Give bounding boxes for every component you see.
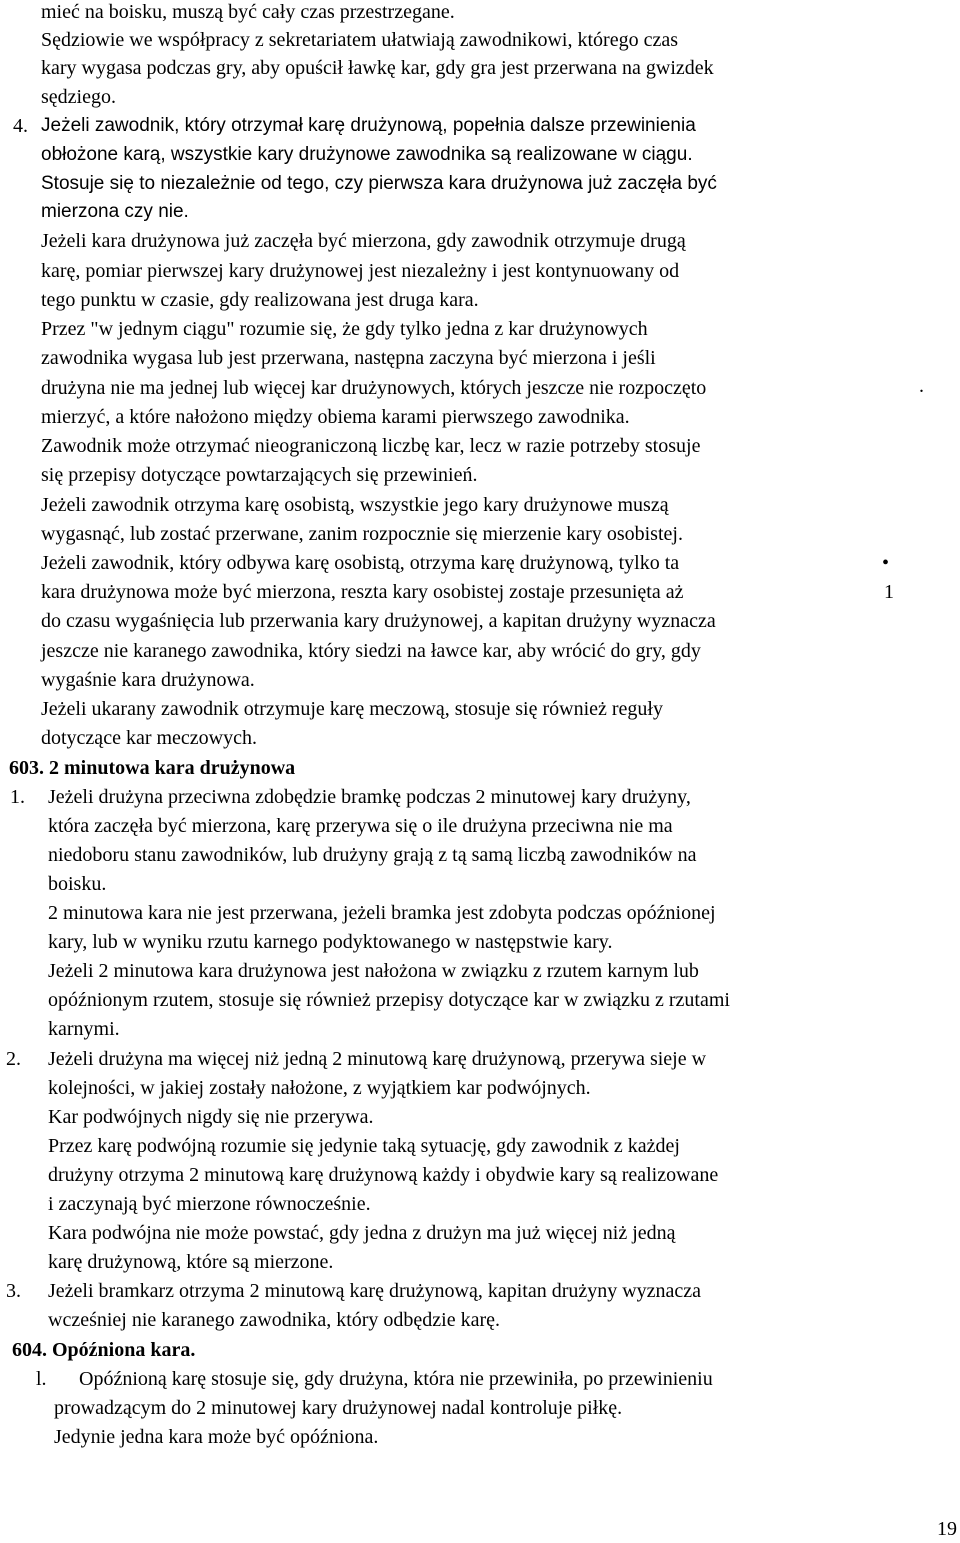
text-line: Jeżeli bramkarz otrzyma 2 minutową karę drużynową, kapitan drużyny wyznacza — [48, 1280, 702, 1302]
section-heading: 603. 2 minutowa kara drużynowa — [9, 757, 296, 779]
list-number: l. — [36, 1368, 47, 1390]
text-line: drużyna nie ma jednej lub więcej kar drużynowych, których jeszcze nie rozpoczęto — [41, 377, 707, 399]
list-number: 1. — [10, 786, 25, 808]
text-line: karę drużynową, które są mierzone. — [48, 1251, 334, 1273]
text-line: jeszcze nie karanego zawodnika, który siedzi na ławce kar, aby wrócić do gry, gdy — [41, 640, 701, 662]
text-line: Jeżeli 2 minutowa kara drużynowa jest nałożona w związku z rzutem karnym lub — [48, 960, 699, 982]
text-line: dotyczące kar meczowych. — [41, 727, 257, 749]
text-line: Zawodnik może otrzymać nieograniczoną liczbę kar, lecz w razie potrzeby stosuje — [41, 435, 701, 457]
list-number: 2. — [6, 1048, 21, 1070]
text-line: do czasu wygaśnięcia lub przerwania kary drużynowej, a kapitan drużyny wyznacza — [41, 610, 716, 632]
text-line: Jeżeli kara drużynowa już zaczęła być mierzona, gdy zawodnik otrzymuje drugą — [41, 230, 686, 252]
text-line: wygaśnie kara drużynowa. — [41, 669, 255, 691]
text-line: kary, lub w wyniku rzutu karnego podyktowanego w następstwie kary. — [48, 931, 613, 953]
text-line: obłożone karą, wszystkie kary drużynowe zawodnika są realizowane w ciągu. — [41, 144, 693, 165]
section-heading: 604. Opóźniona kara. — [12, 1339, 196, 1361]
text-line: Jeżeli zawodnik, który odbywa karę osobistą, otrzyma karę drużynową, tylko ta — [41, 552, 680, 574]
text-line: Jeżeli drużyna ma więcej niż jedną 2 minutową karę drużynową, przerywa sieje w — [48, 1048, 707, 1070]
text-line: Jeżeli zawodnik otrzyma karę osobistą, wszystkie jego kary drużynowe muszą — [41, 494, 669, 516]
text-line: niedoboru stanu zawodników, lub drużyny grają z tą samą liczbą zawodników na — [48, 844, 697, 866]
text-line: wygasnąć, lub zostać przerwane, zanim rozpocznie się mierzenie kary osobistej. — [41, 523, 683, 545]
text-line: wcześniej nie karanego zawodnika, który odbędzie karę. — [48, 1309, 501, 1331]
list-number: 3. — [6, 1280, 21, 1302]
text-line: karę, pomiar pierwszej kary drużynowej jest niezależny i jest kontynuowany od — [41, 260, 680, 282]
text-line: i zaczynają być mierzone równocześnie. — [48, 1193, 371, 1215]
text-line: Opóźnioną karę stosuje się, gdy drużyna, która nie przewiniła, po przewinieniu — [79, 1368, 713, 1390]
page-number: 19 — [937, 1518, 957, 1540]
text-line: prowadzącym do 2 minutowej kary drużynowej nadal kontroluje piłkę. — [54, 1397, 623, 1419]
text-line: kara drużynowa może być mierzona, reszta kary osobistej zostaje przesunięta aż — [41, 581, 684, 603]
text-line: Jeżeli zawodnik, który otrzymał karę drużynową, popełnia dalsze przewinienia — [41, 115, 696, 136]
text-line: mierzona czy nie. — [41, 201, 189, 222]
text-line: 2 minutowa kara nie jest przerwana, jeżeli bramka jest zdobyta podczas opóźnionej — [48, 902, 716, 924]
text-line: Kara podwójna nie może powstać, gdy jedna z drużyn ma już więcej niż jedną — [48, 1222, 676, 1244]
text-line: Kar podwójnych nigdy się nie przerywa. — [48, 1106, 374, 1128]
text-line: Sędziowie we współpracy z sekretariatem ułatwiają zawodnikowi, którego czas — [41, 29, 678, 51]
text-line: mieć na boisku, muszą być cały czas przestrzegane. — [41, 1, 455, 23]
text-line: tego punktu w czasie, gdy realizowana jest druga kara. — [41, 289, 479, 311]
text-line: Jedynie jedna kara może być opóźniona. — [54, 1426, 379, 1448]
list-number: 4. — [13, 115, 28, 137]
text-line: opóźnionym rzutem, stosuje się również przepisy dotyczące kar w związku z rzutami — [48, 989, 730, 1011]
text-line: która zaczęła być mierzona, karę przerywa się o ile drużyna przeciwna nie ma — [48, 815, 673, 837]
text-line: Przez "w jednym ciągu" rozumie się, że gdy tylko jedna z kar drużynowych — [41, 318, 648, 340]
text-line: sędziego. — [41, 86, 116, 108]
text-line: zawodnika wygasa lub jest przerwana, następna zaczyna być mierzona i jeśli — [41, 347, 656, 369]
text-line: Jeżeli drużyna przeciwna zdobędzie bramkę podczas 2 minutowej kary drużyny, — [48, 786, 691, 808]
text-line: Stosuje się to niezależnie od tego, czy pierwsza kara drużynowa już zaczęła być — [41, 173, 717, 194]
margin-dot: . — [919, 375, 924, 397]
text-line: kary wygasa podczas gry, aby opuścił ławkę kar, gdy gra jest przerwana na gwizdek — [41, 57, 714, 79]
margin-number: 1 — [884, 581, 894, 603]
text-line: karnymi. — [48, 1018, 120, 1040]
text-line: Jeżeli ukarany zawodnik otrzymuje karę meczową, stosuje się również reguły — [41, 698, 663, 720]
text-line: się przepisy dotyczące powtarzających się przewinień. — [41, 464, 478, 486]
text-line: boisku. — [48, 873, 107, 895]
text-line: drużyny otrzyma 2 minutową karę drużynową każdy i obydwie kary są realizowane — [48, 1164, 719, 1186]
margin-bullet: • — [882, 552, 890, 574]
text-line: Przez karę podwójną rozumie się jedynie taką sytuację, gdy zawodnik z każdej — [48, 1135, 680, 1157]
text-line: mierzyć, a które nałożono między obiema karami pierwszego zawodnika. — [41, 406, 630, 428]
text-line: kolejności, w jakiej zostały nałożone, z wyjątkiem kar podwójnych. — [48, 1077, 591, 1099]
